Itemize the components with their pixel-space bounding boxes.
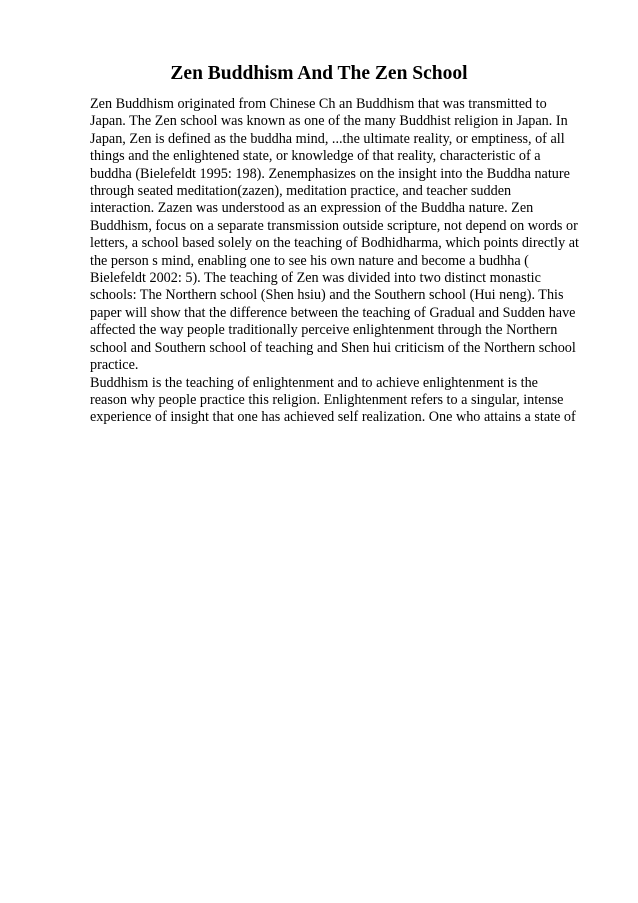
- text-line: things and the enlightened state, or knowledge of that reality, characteristic of a: [90, 148, 541, 165]
- body-text: [90, 96, 600, 427]
- text-line: Buddhism is the teaching of enlightenment and to achieve enlightenment is the: [90, 374, 538, 391]
- text-line: letters, a school based solely on the teaching of Bodhidharma, which points directly at: [90, 235, 579, 252]
- text-line: practice.: [90, 357, 139, 374]
- document-title: Zen Buddhism And The Zen School: [170, 63, 468, 84]
- text-line: Zen Buddhism originated from Chinese Ch an Buddhism that was transmitted to: [90, 96, 547, 112]
- text-line: through seated meditation(zazen), meditation practice, and teacher sudden: [90, 183, 512, 200]
- text-line: Buddhism, focus on a separate transmission outside scripture, not depend on words or: [90, 217, 578, 234]
- text-line: affected the way people traditionally perceive enlightenment through the Northern: [90, 322, 558, 339]
- text-line: Bielefeldt 2002: 5). The teaching of Zen was divided into two distinct monastic: [90, 270, 541, 287]
- text-line: paper will show that the difference between the teaching of Gradual and Sudden have: [90, 304, 576, 321]
- text-line: experience of insight that one has achieved self realization. One who attains a state of: [90, 409, 576, 426]
- text-line: buddha (Bielefeldt 1995: 198). Zenemphasizes on the insight into the Buddha nature: [90, 165, 570, 182]
- text-line: school and Southern school of teaching and Shen hui criticism of the Northern school: [90, 339, 576, 356]
- text-line: the person s mind, enabling one to see his own nature and become a budhha (: [90, 252, 529, 269]
- text-line: reason why people practice this religion. Enlightenment refers to a singular, intense: [90, 391, 564, 408]
- text-line: schools: The Northern school (Shen hsiu) and the Southern school (Hui neng). This: [90, 287, 564, 304]
- text-line: Japan, Zen is defined as the buddha mind, ...the ultimate reality, or emptiness, of all: [90, 130, 565, 147]
- text-line: interaction. Zazen was understood as an expression of the Buddha nature. Zen: [90, 200, 534, 217]
- text-line: Japan. The Zen school was known as one of the many Buddhist religion in Japan. In: [90, 113, 568, 130]
